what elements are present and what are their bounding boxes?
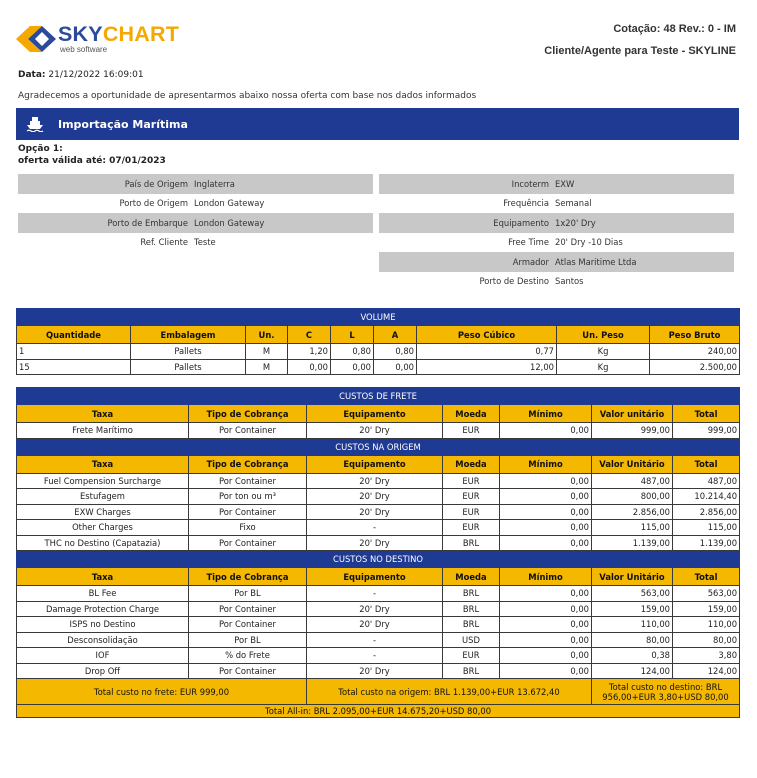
section-banner bbox=[16, 108, 739, 140]
table-cell: 115,00 bbox=[592, 520, 673, 536]
info-label: País de Origem bbox=[124, 178, 188, 189]
table-cell: 0,00 bbox=[500, 632, 592, 648]
column-header: Moeda bbox=[443, 568, 500, 586]
quote-date: Data: 21/12/2022 16:09:01 bbox=[18, 70, 144, 80]
table-cell: M bbox=[246, 359, 288, 375]
table-cell: % do Frete bbox=[189, 648, 307, 664]
column-header: Valor Unitário bbox=[592, 455, 673, 473]
table-cell: 20' Dry bbox=[307, 663, 443, 679]
table-row bbox=[17, 617, 740, 633]
column-header: Peso Bruto bbox=[650, 326, 740, 344]
table-cell: Frete Marítimo bbox=[17, 423, 189, 439]
ship-icon bbox=[26, 116, 44, 132]
info-value: EXW bbox=[555, 178, 575, 189]
table-cell: Other Charges bbox=[17, 520, 189, 536]
table-cell: - bbox=[307, 648, 443, 664]
origin-header-row bbox=[17, 455, 740, 473]
option-block bbox=[18, 143, 166, 167]
info-row bbox=[18, 233, 373, 253]
table-cell: M bbox=[246, 344, 288, 360]
column-header: Tipo de Cobrança bbox=[189, 568, 307, 586]
table-cell: 0,80 bbox=[374, 344, 417, 360]
info-value: Teste bbox=[194, 237, 216, 248]
info-label: Porto de Embarque bbox=[107, 217, 188, 228]
table-cell: 563,00 bbox=[592, 586, 673, 602]
info-row bbox=[379, 174, 734, 194]
total-destination: Total custo no destino: BRL 956,00+EUR 3,80+USD 80,00 bbox=[592, 679, 740, 705]
column-header: Embalagem bbox=[131, 326, 246, 344]
volume-section-title bbox=[17, 309, 740, 326]
table-cell: EUR bbox=[443, 648, 500, 664]
column-header: Peso Cúbico bbox=[417, 326, 557, 344]
option-label: Opção 1: bbox=[18, 144, 63, 154]
table-cell: 2.500,00 bbox=[650, 359, 740, 375]
column-header: Tipo de Cobrança bbox=[189, 405, 307, 423]
info-row bbox=[379, 194, 734, 214]
table-cell: 10.214,40 bbox=[673, 489, 740, 505]
column-header: Valor Unitário bbox=[592, 568, 673, 586]
freight-section-title bbox=[17, 388, 740, 405]
column-header: Un. Peso bbox=[557, 326, 650, 344]
table-cell: - bbox=[307, 632, 443, 648]
table-cell: Pallets bbox=[131, 344, 246, 360]
info-value: Atlas Maritime Ltda bbox=[555, 256, 637, 267]
table-cell: 999,00 bbox=[673, 423, 740, 439]
info-label: Porto de Origem bbox=[119, 198, 188, 209]
table-row bbox=[17, 504, 740, 520]
volume-header-row bbox=[17, 326, 740, 344]
table-cell: Kg bbox=[557, 344, 650, 360]
table-cell: THC no Destino (Capatazia) bbox=[17, 535, 189, 551]
table-cell: - bbox=[307, 586, 443, 602]
info-label: Equipamento bbox=[493, 217, 549, 228]
table-cell: - bbox=[307, 520, 443, 536]
table-cell: 20' Dry bbox=[307, 423, 443, 439]
table-cell: Por Container bbox=[189, 535, 307, 551]
column-header: Quantidade bbox=[17, 326, 131, 344]
table-cell: 563,00 bbox=[673, 586, 740, 602]
info-row bbox=[18, 194, 373, 214]
table-cell: 20' Dry bbox=[307, 617, 443, 633]
table-cell: EUR bbox=[443, 504, 500, 520]
info-row bbox=[379, 252, 734, 272]
table-cell: 110,00 bbox=[592, 617, 673, 633]
offer-validity: oferta válida até: 07/01/2023 bbox=[18, 156, 166, 166]
table-cell: 80,00 bbox=[592, 632, 673, 648]
table-cell: 159,00 bbox=[673, 601, 740, 617]
table-row bbox=[17, 601, 740, 617]
info-value: Santos bbox=[555, 276, 584, 287]
table-cell: 0,00 bbox=[500, 423, 592, 439]
column-header: L bbox=[331, 326, 374, 344]
table-cell: Fuel Compension Surcharge bbox=[17, 473, 189, 489]
column-header: Valor unitário bbox=[592, 405, 673, 423]
table-cell: 0,77 bbox=[417, 344, 557, 360]
table-cell: 20' Dry bbox=[307, 473, 443, 489]
info-label: Armador bbox=[512, 256, 549, 267]
table-cell: 1.139,00 bbox=[673, 535, 740, 551]
volume-table bbox=[16, 308, 740, 375]
table-cell: 80,00 bbox=[673, 632, 740, 648]
table-cell: IOF bbox=[17, 648, 189, 664]
table-cell: 2.856,00 bbox=[673, 504, 740, 520]
info-row bbox=[18, 213, 373, 233]
column-header: Mínimo bbox=[500, 455, 592, 473]
table-cell: 487,00 bbox=[592, 473, 673, 489]
table-cell: 3,80 bbox=[673, 648, 740, 664]
column-header: Un. bbox=[246, 326, 288, 344]
column-header: Equipamento bbox=[307, 455, 443, 473]
table-cell: 20' Dry bbox=[307, 535, 443, 551]
table-cell: 487,00 bbox=[673, 473, 740, 489]
column-header: C bbox=[288, 326, 331, 344]
column-header: A bbox=[374, 326, 417, 344]
info-row bbox=[379, 213, 734, 233]
column-header: Tipo de Cobrança bbox=[189, 455, 307, 473]
section-title: CUSTOS DE FRETE bbox=[17, 388, 740, 405]
table-cell: 0,00 bbox=[500, 601, 592, 617]
table-row bbox=[17, 489, 740, 505]
table-cell: 124,00 bbox=[673, 663, 740, 679]
column-header: Moeda bbox=[443, 455, 500, 473]
column-header: Total bbox=[673, 405, 740, 423]
table-row bbox=[17, 359, 740, 375]
table-cell: Damage Protection Charge bbox=[17, 601, 189, 617]
table-cell: 12,00 bbox=[417, 359, 557, 375]
table-cell: Por BL bbox=[189, 586, 307, 602]
skychart-logo bbox=[16, 24, 186, 56]
info-row bbox=[379, 233, 734, 253]
info-label: Frequência bbox=[503, 198, 549, 209]
table-cell: 159,00 bbox=[592, 601, 673, 617]
table-cell: Pallets bbox=[131, 359, 246, 375]
table-cell: 115,00 bbox=[673, 520, 740, 536]
table-row bbox=[17, 473, 740, 489]
table-cell: EXW Charges bbox=[17, 504, 189, 520]
column-header: Mínimo bbox=[500, 568, 592, 586]
table-cell: 1 bbox=[17, 344, 131, 360]
info-value: 20' Dry -10 Dias bbox=[555, 237, 623, 248]
table-cell: EUR bbox=[443, 423, 500, 439]
table-cell: 0,00 bbox=[500, 648, 592, 664]
table-cell: 110,00 bbox=[673, 617, 740, 633]
column-header: Taxa bbox=[17, 568, 189, 586]
table-cell: 2.856,00 bbox=[592, 504, 673, 520]
table-cell: Por Container bbox=[189, 423, 307, 439]
totals-row bbox=[17, 679, 740, 705]
table-row bbox=[17, 648, 740, 664]
quote-number: Cotação: 48 Rev.: 0 - IM bbox=[613, 23, 736, 35]
table-row bbox=[17, 423, 740, 439]
all-in-row bbox=[17, 705, 740, 718]
intro-text: Agradecemos a oportunidade de apresentarmos abaixo nossa oferta com base nos dados informados bbox=[18, 91, 477, 101]
total-origin: Total custo na origem: BRL 1.139,00+EUR 13.672,40 bbox=[307, 679, 592, 705]
info-value: London Gateway bbox=[194, 198, 265, 209]
table-cell: 0,00 bbox=[500, 535, 592, 551]
table-cell: EUR bbox=[443, 520, 500, 536]
table-row bbox=[17, 586, 740, 602]
table-cell: 0,00 bbox=[500, 586, 592, 602]
info-label: Ref. Cliente bbox=[140, 237, 188, 248]
info-row bbox=[379, 272, 734, 292]
table-cell: BRL bbox=[443, 535, 500, 551]
table-cell: 124,00 bbox=[592, 663, 673, 679]
table-cell: 0,00 bbox=[288, 359, 331, 375]
costs-table bbox=[16, 387, 740, 718]
info-value: 1x20' Dry bbox=[555, 217, 596, 228]
origin-section-title bbox=[17, 438, 740, 455]
info-value: Semanal bbox=[555, 198, 592, 209]
destination-header-row bbox=[17, 568, 740, 586]
table-cell: 0,00 bbox=[500, 473, 592, 489]
table-cell: 1.139,00 bbox=[592, 535, 673, 551]
info-label: Porto de Destino bbox=[479, 276, 549, 287]
client-name: Cliente/Agente para Teste - SKYLINE bbox=[544, 45, 736, 57]
skychart-logo-mark bbox=[16, 26, 56, 52]
table-cell: 999,00 bbox=[592, 423, 673, 439]
table-cell: 0,00 bbox=[500, 504, 592, 520]
table-cell: 240,00 bbox=[650, 344, 740, 360]
table-cell: 0,38 bbox=[592, 648, 673, 664]
table-cell: Por Container bbox=[189, 663, 307, 679]
table-cell: Por Container bbox=[189, 473, 307, 489]
column-header: Total bbox=[673, 455, 740, 473]
table-cell: Por Container bbox=[189, 617, 307, 633]
column-header: Taxa bbox=[17, 455, 189, 473]
freight-header-row bbox=[17, 405, 740, 423]
table-cell: EUR bbox=[443, 489, 500, 505]
info-label: Incoterm bbox=[511, 178, 549, 189]
total-freight: Total custo no frete: EUR 999,00 bbox=[17, 679, 307, 705]
table-cell: 0,00 bbox=[374, 359, 417, 375]
table-cell: BL Fee bbox=[17, 586, 189, 602]
table-row bbox=[17, 344, 740, 360]
shipment-info-right bbox=[379, 174, 734, 291]
logo-tagline: web software bbox=[60, 45, 108, 54]
table-cell: BRL bbox=[443, 601, 500, 617]
info-value: Inglaterra bbox=[194, 178, 235, 189]
table-cell: 0,00 bbox=[500, 663, 592, 679]
table-cell: Drop Off bbox=[17, 663, 189, 679]
table-row bbox=[17, 535, 740, 551]
table-cell: Fixo bbox=[189, 520, 307, 536]
info-label: Free Time bbox=[508, 237, 549, 248]
logo-wordmark: SKYCHART bbox=[58, 22, 180, 46]
section-title: VOLUME bbox=[17, 309, 740, 326]
table-cell: Por Container bbox=[189, 504, 307, 520]
column-header: Mínimo bbox=[500, 405, 592, 423]
column-header: Moeda bbox=[443, 405, 500, 423]
section-title: CUSTOS NA ORIGEM bbox=[17, 438, 740, 455]
table-cell: 0,80 bbox=[331, 344, 374, 360]
table-cell: 0,00 bbox=[500, 520, 592, 536]
table-cell: Desconsolidação bbox=[17, 632, 189, 648]
total-all-in: Total All-in: BRL 2.095,00+EUR 14.675,20+USD 80,00 bbox=[17, 705, 740, 718]
table-row bbox=[17, 632, 740, 648]
table-cell: 800,00 bbox=[592, 489, 673, 505]
table-cell: BRL bbox=[443, 586, 500, 602]
table-row bbox=[17, 663, 740, 679]
table-cell: ISPS no Destino bbox=[17, 617, 189, 633]
destination-section-title bbox=[17, 551, 740, 568]
column-header: Total bbox=[673, 568, 740, 586]
section-title: CUSTOS NO DESTINO bbox=[17, 551, 740, 568]
table-cell: 1,20 bbox=[288, 344, 331, 360]
table-cell: Por Container bbox=[189, 601, 307, 617]
table-cell: 0,00 bbox=[331, 359, 374, 375]
banner-title: Importação Marítima bbox=[58, 117, 188, 131]
table-cell: 0,00 bbox=[500, 617, 592, 633]
column-header: Taxa bbox=[17, 405, 189, 423]
table-cell: USD bbox=[443, 632, 500, 648]
table-cell: Estufagem bbox=[17, 489, 189, 505]
table-cell: Por BL bbox=[189, 632, 307, 648]
table-cell: 20' Dry bbox=[307, 489, 443, 505]
table-cell: Kg bbox=[557, 359, 650, 375]
table-cell: EUR bbox=[443, 473, 500, 489]
table-row bbox=[17, 520, 740, 536]
table-cell: 15 bbox=[17, 359, 131, 375]
info-row bbox=[18, 174, 373, 194]
column-header: Equipamento bbox=[307, 405, 443, 423]
table-cell: 20' Dry bbox=[307, 601, 443, 617]
table-cell: Por ton ou m³ bbox=[189, 489, 307, 505]
column-header: Equipamento bbox=[307, 568, 443, 586]
info-value: London Gateway bbox=[194, 217, 265, 228]
shipment-info-left bbox=[18, 174, 373, 252]
table-cell: BRL bbox=[443, 617, 500, 633]
table-cell: 0,00 bbox=[500, 489, 592, 505]
table-cell: BRL bbox=[443, 663, 500, 679]
table-cell: 20' Dry bbox=[307, 504, 443, 520]
